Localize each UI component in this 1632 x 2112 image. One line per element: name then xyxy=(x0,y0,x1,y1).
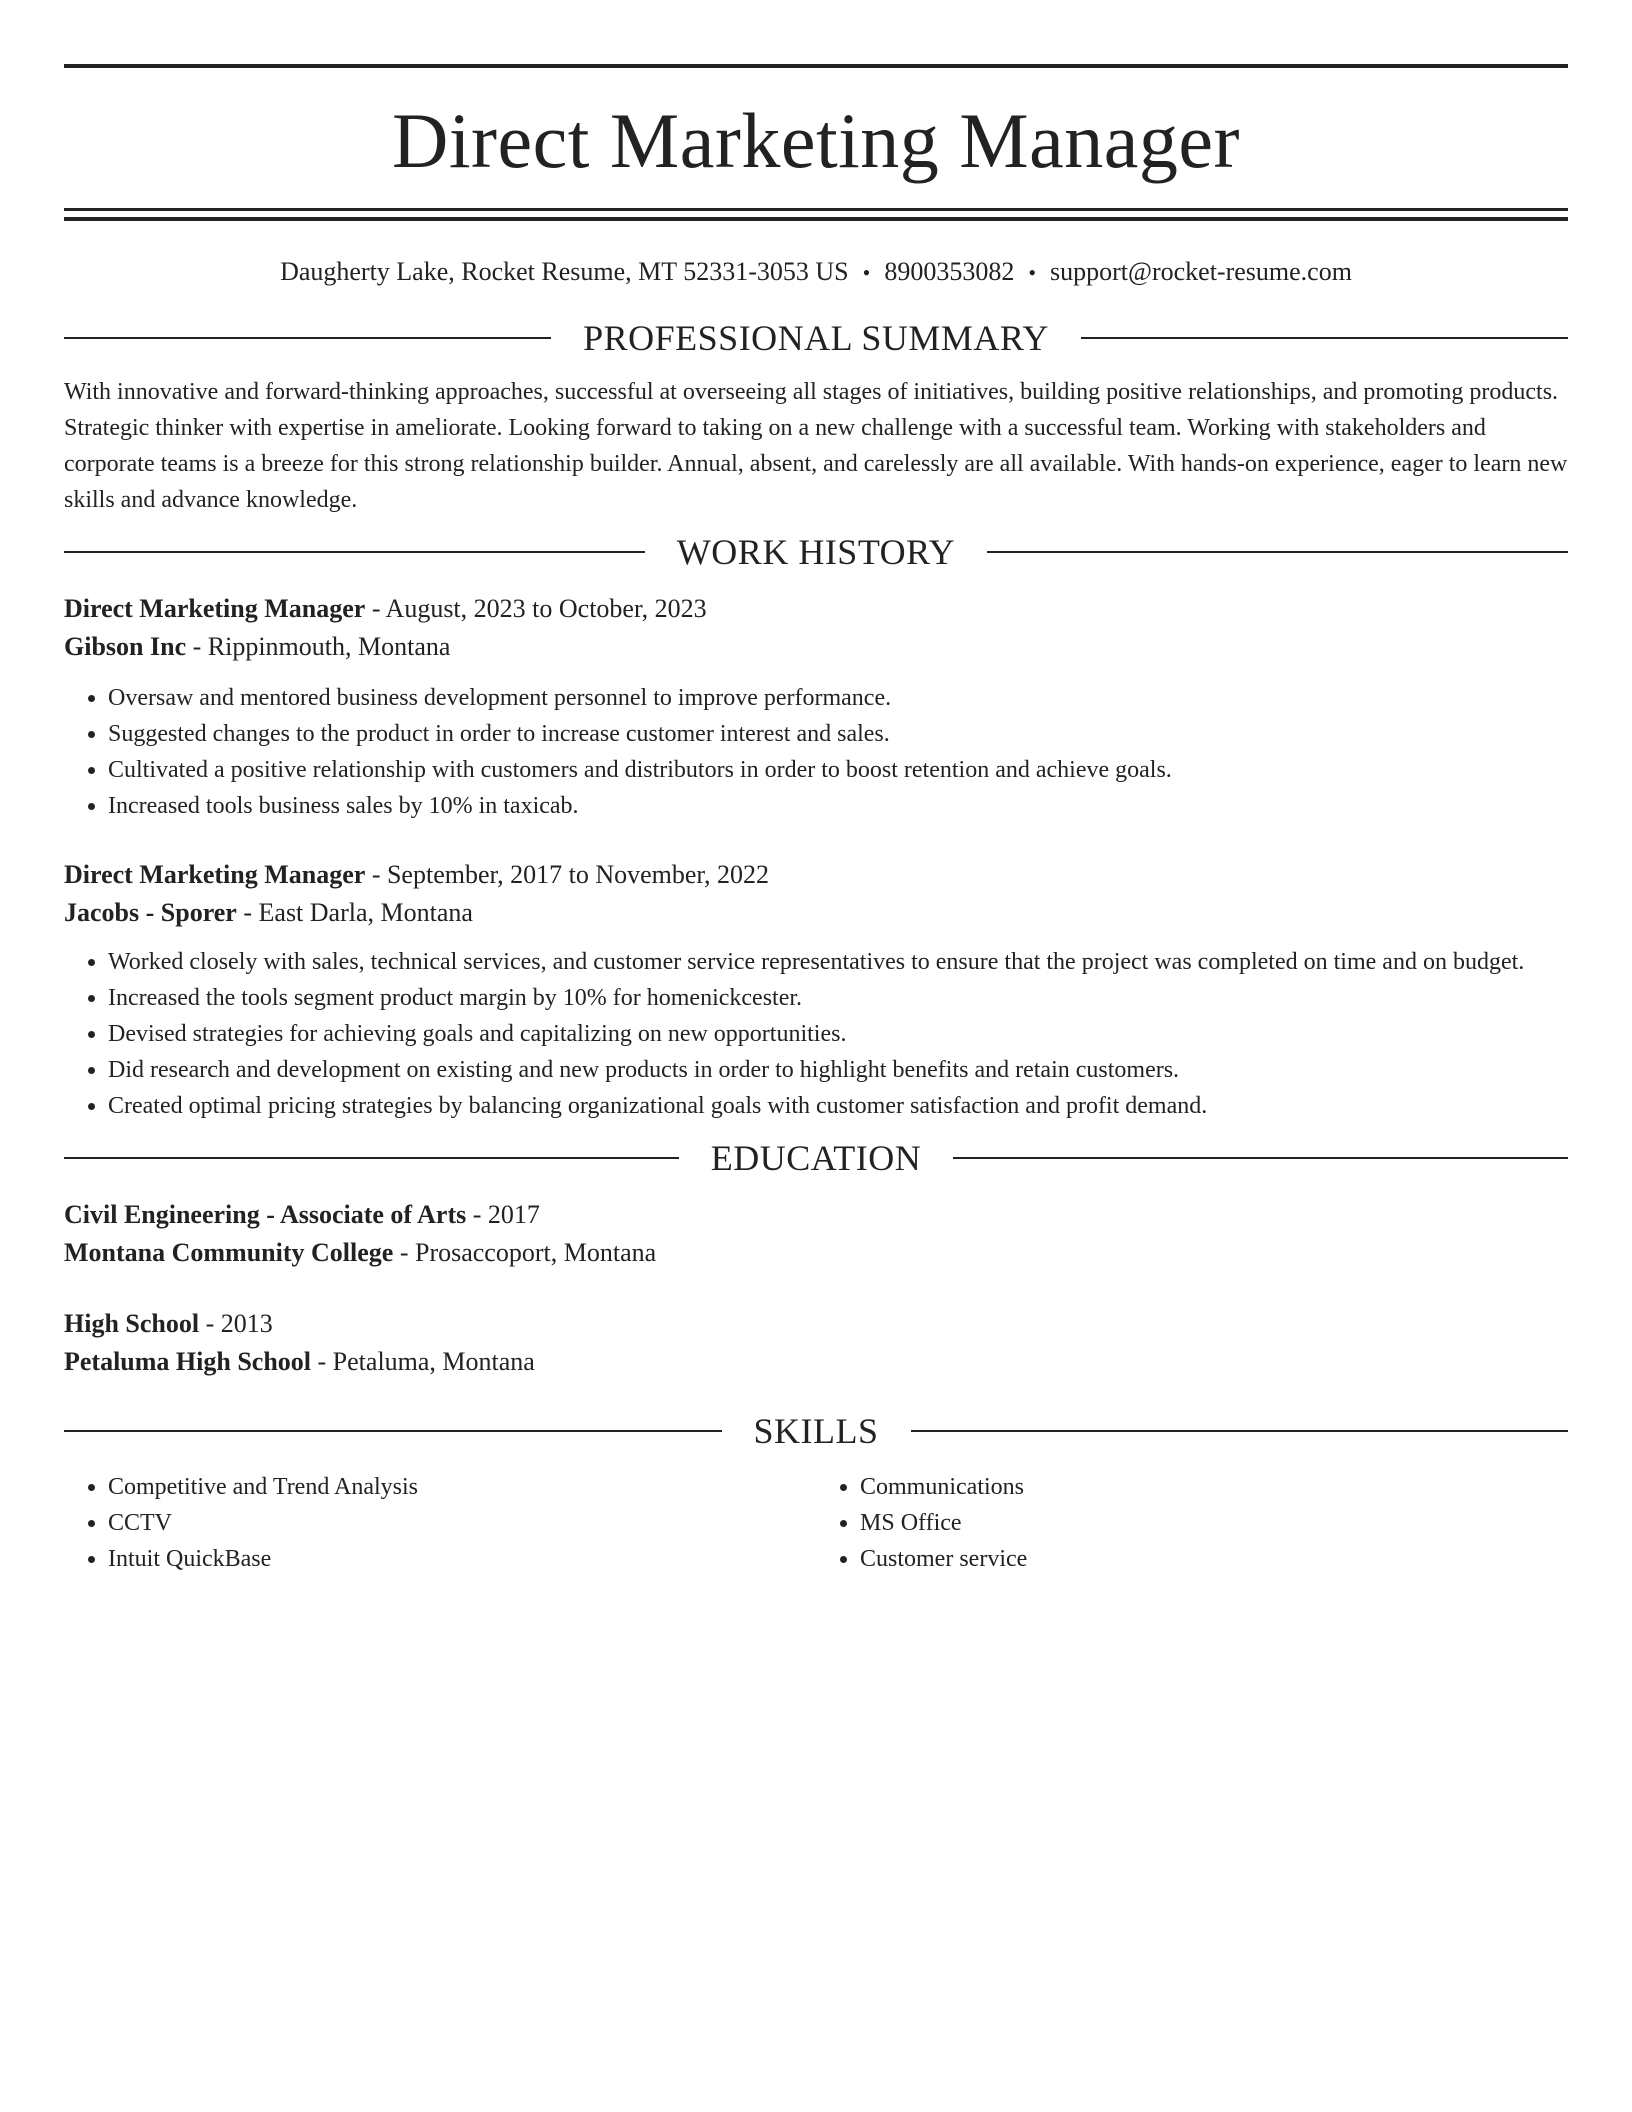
heading-rule xyxy=(64,551,645,553)
heading-label: WORK HISTORY xyxy=(676,532,956,572)
contact-address: Daugherty Lake, Rocket Resume, MT 52331-3053 US xyxy=(280,257,849,286)
education-degree-line xyxy=(64,1305,1568,1343)
education-location: - Prosaccoport, Montana xyxy=(393,1238,657,1267)
job-bullets xyxy=(64,944,1568,1124)
heading-rule xyxy=(64,337,551,339)
job-company-line xyxy=(64,628,1568,666)
resume-title: Direct Marketing Manager xyxy=(392,97,1240,184)
skill-item: • Competitive and Trend Analysis xyxy=(108,1469,816,1505)
section-heading-work-history xyxy=(64,530,1568,574)
heading-label: SKILLS xyxy=(753,1411,879,1451)
job-bullet: • Worked closely with sales, technical services, and customer service representatives to ensure that the project was completed on time and on budget. xyxy=(108,944,1568,980)
education-year: - 2017 xyxy=(466,1200,540,1229)
job-bullet: • Oversaw and mentored business development personnel to improve performance. xyxy=(108,680,1568,716)
heading-rule xyxy=(953,1157,1568,1159)
job-company: Jacobs - Sporer xyxy=(64,898,237,927)
job-bullet: • Did research and development on existing and new products in order to highlight benefits and retain customers. xyxy=(108,1052,1568,1088)
job-bullet: • Suggested changes to the product in order to increase customer interest and sales. xyxy=(108,716,1568,752)
education-entry xyxy=(64,1305,1568,1381)
job-company-line xyxy=(64,894,1568,932)
skills-column-right xyxy=(816,1469,1568,1577)
section-heading-skills xyxy=(64,1409,1568,1453)
job-location: - East Darla, Montana xyxy=(236,898,473,927)
job-bullet: • Increased tools business sales by 10% in taxicab. xyxy=(108,788,1568,824)
education-year: - 2013 xyxy=(199,1309,273,1338)
education-entry xyxy=(64,1196,1568,1272)
job-entry xyxy=(64,856,1568,1124)
contact-line xyxy=(64,257,1568,288)
skills-list xyxy=(64,1469,1568,1577)
job-title-line xyxy=(64,856,1568,894)
summary-text: With innovative and forward-thinking approaches, successful at overseeing all stages of initiatives, building positive relationships, and promoting products. Strategic thinker with expertise in ameliorate. Looking forward to taking on a new challenge with a successful team. Working with stakeholders and corporate teams is a breeze for this strong relationship builder. Annual, absent, and carelessly are all available. With hands-on experience, eager to learn new skills and advance knowledge. xyxy=(64,379,1568,513)
job-entry xyxy=(64,590,1568,824)
heading-rule xyxy=(64,1430,722,1432)
heading-rule xyxy=(1081,337,1568,339)
contact-phone: 8900353082 xyxy=(884,257,1015,286)
job-bullets xyxy=(64,680,1568,824)
skills-column-left xyxy=(64,1469,816,1577)
job-dates: - September, 2017 to November, 2022 xyxy=(365,860,770,889)
education-degree: High School xyxy=(64,1309,200,1338)
heading-label: PROFESSIONAL SUMMARY xyxy=(583,318,1049,358)
top-rule xyxy=(64,64,1568,68)
education-degree: Civil Engineering - Associate of Arts xyxy=(64,1200,467,1229)
education-school-line xyxy=(64,1234,1568,1272)
heading-rule xyxy=(911,1430,1569,1432)
section-heading-summary xyxy=(64,316,1568,360)
heading-label: EDUCATION xyxy=(710,1138,922,1178)
title-double-rule xyxy=(64,208,1568,221)
contact-email: support@rocket-resume.com xyxy=(1050,257,1352,286)
job-title: Direct Marketing Manager xyxy=(64,860,366,889)
skill-item: • Intuit QuickBase xyxy=(108,1541,816,1577)
education-school-line xyxy=(64,1343,1568,1381)
heading-rule xyxy=(987,551,1568,553)
skill-item: • Customer service xyxy=(860,1541,1568,1577)
education-school: Petaluma High School xyxy=(64,1347,312,1376)
job-title-line xyxy=(64,590,1568,628)
job-bullet: • Cultivated a positive relationship with customers and distributors in order to boost retention and achieve goals. xyxy=(108,752,1568,788)
skill-item: • Communications xyxy=(860,1469,1568,1505)
job-location: - Rippinmouth, Montana xyxy=(186,632,451,661)
education-degree-line xyxy=(64,1196,1568,1234)
skill-item: • MS Office xyxy=(860,1505,1568,1541)
job-company: Gibson Inc xyxy=(64,632,187,661)
education-school: Montana Community College xyxy=(64,1238,394,1267)
job-dates: - August, 2023 to October, 2023 xyxy=(365,594,707,623)
heading-rule xyxy=(64,1157,679,1159)
resume-page xyxy=(64,64,1568,1577)
job-title: Direct Marketing Manager xyxy=(64,594,366,623)
education-location: - Petaluma, Montana xyxy=(311,1347,535,1376)
job-bullet: • Created optimal pricing strategies by balancing organizational goals with customer satisfaction and profit demand. xyxy=(108,1088,1568,1124)
contact-separator: • xyxy=(862,260,871,285)
job-bullet: • Increased the tools segment product margin by 10% for homenickcester. xyxy=(108,980,1568,1016)
section-heading-education xyxy=(64,1136,1568,1180)
contact-separator: • xyxy=(1028,260,1037,285)
job-bullet: • Devised strategies for achieving goals and capitalizing on new opportunities. xyxy=(108,1016,1568,1052)
skill-item: • CCTV xyxy=(108,1505,816,1541)
